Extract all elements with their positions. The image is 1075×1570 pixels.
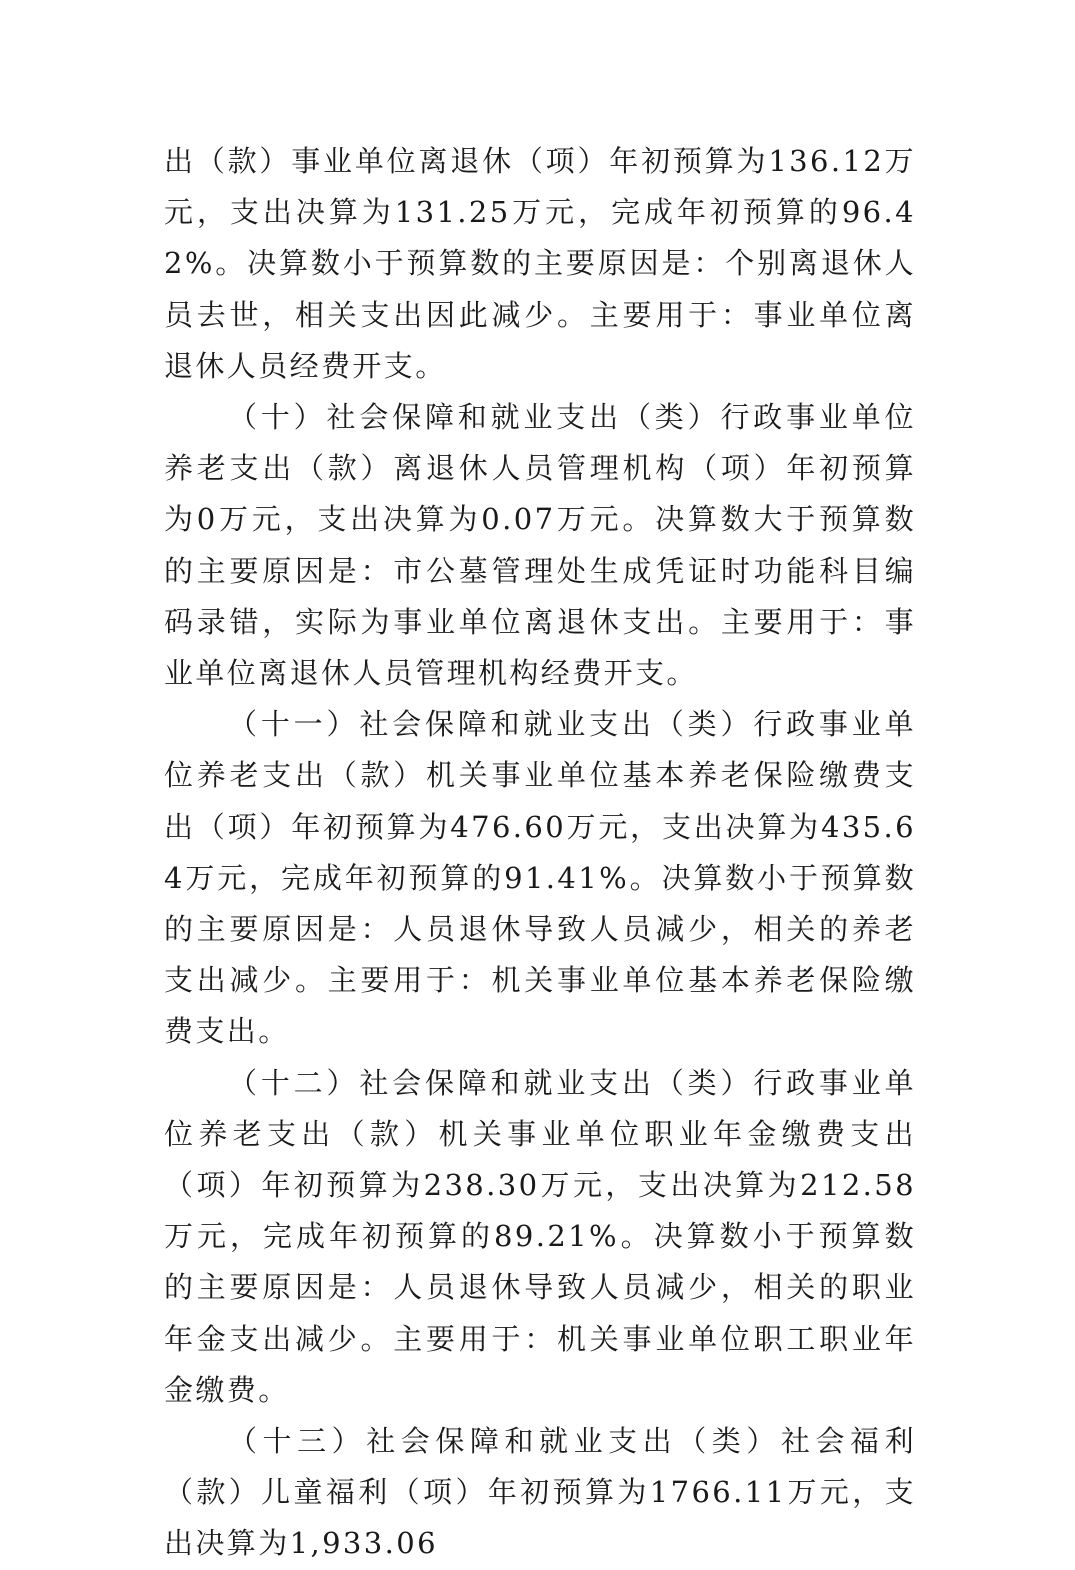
paragraph-item-12: （十二）社会保障和就业支出（类）行政事业单位养老支出（款）机关事业单位职业年金缴费支出（项）年初预算为238.30万元，支出决算为212.58万元，完成年初预算的89.21%。决算数小于预算数的主要原因是：人员退休导致人员减少，相关的职业年金支出减少。主要用于：机关事业单位职工职业年金缴费。 [164, 1065, 916, 1407]
paragraph-item-13: （十三）社会保障和就业支出（类）社会福利（款）儿童福利（项）年初预算为1766.11万元，支出决算为1,933.06 [164, 1424, 916, 1561]
paragraph-item-10: （十）社会保障和就业支出（类）行政事业单位养老支出（款）离退休人员管理机构（项）年初预算为0万元，支出决算为0.07万元。决算数大于预算数的主要原因是：市公墓管理处生成凭证时功能科目编码录错，实际为事业单位离退休支出。主要用于：事业单位离退休人员管理机构经费开支。 [164, 400, 916, 691]
paragraph-item-11: （十一）社会保障和就业支出（类）行政事业单位养老支出（款）机关事业单位基本养老保险缴费支出（项）年初预算为476.60万元，支出决算为435.64万元，完成年初预算的91.41%。决算数小于预算数的主要原因是：人员退休导致人员减少，相关的养老支出减少。主要用于：机关事业单位基本养老保险缴费支出。 [164, 707, 916, 1049]
body-text [164, 136, 916, 1570]
paragraph-continuation: 出（款）事业单位离退休（项）年初预算为136.12万元，支出决算为131.25万元，完成年初预算的96.42%。决算数小于预算数的主要原因是：个别离退休人员去世，相关支出因此减少。主要用于：事业单位离退休人员经费开支。 [164, 144, 916, 383]
